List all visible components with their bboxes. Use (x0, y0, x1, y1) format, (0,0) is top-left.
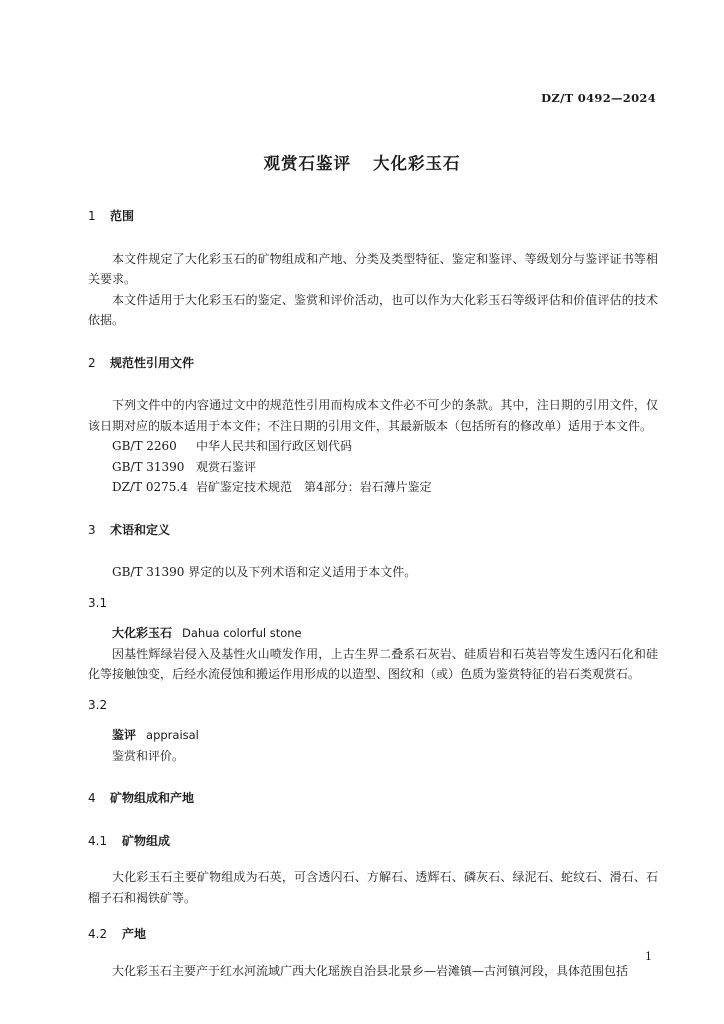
section-3-heading (88, 520, 658, 541)
term-definition: 鉴赏和评价。 (112, 748, 185, 763)
reference-name: 岩矿鉴定技术规范 第4部分：岩石薄片鉴定 (196, 480, 432, 494)
subsection-4-2-heading (88, 924, 658, 945)
term-english: appraisal (146, 728, 199, 742)
document-code: DZ/T 0492—2024 (541, 91, 656, 105)
subsection-number: 4.2 (88, 927, 108, 941)
reference-item (88, 457, 658, 478)
section-number: 4 (88, 791, 96, 805)
section-number: 1 (88, 209, 96, 223)
term-definition: 因基性辉绿岩侵入及基性火山喷发作用，上古生界二叠系石灰岩、硅质岩和石英岩等发生透闪石化和硅化等接触蚀变，后经水流侵蚀和搬运作用形成的以造型、图纹和（或）色质为鉴赏特征的岩石类观赏石。 (88, 646, 658, 681)
term-name: 鉴评 (112, 728, 137, 742)
paragraph: 本文件适用于大化彩玉石的鉴定、鉴赏和评价活动，也可以作为大化彩玉石等级评估和价值评估的技术依据。 (88, 292, 658, 327)
term-english: Dahua colorful stone (182, 626, 302, 640)
section-title: 规范性引用文件 (110, 355, 195, 370)
section-number: 2 (88, 355, 96, 370)
reference-code: GB/T 31390 (112, 459, 185, 474)
term-number: 3.1 (88, 595, 108, 610)
term-entry (88, 623, 658, 644)
subsection-title: 产地 (122, 927, 147, 941)
term-entry (88, 725, 658, 746)
reference-name: 中华人民共和国行政区划代码 (196, 439, 353, 453)
reference-code: DZ/T 0275.4 (112, 480, 188, 494)
paragraph: 大化彩玉石主要矿物组成为石英，可含透闪石、方解石、透辉石、磷灰石、绿泥石、蛇纹石、滑石、石榴子石和褐铁矿等。 (88, 870, 658, 905)
section-4-heading (88, 788, 658, 809)
section-title: 矿物组成和产地 (110, 791, 195, 805)
reference-item (88, 436, 658, 457)
document-body (88, 206, 658, 981)
title-part-2: 大化彩玉石 (373, 154, 461, 173)
term-name: 大化彩玉石 (112, 626, 173, 640)
subsection-title: 矿物组成 (122, 833, 171, 848)
section-number: 3 (88, 522, 96, 537)
reference-name: 观赏石鉴评 (196, 459, 257, 474)
section-2-heading (88, 353, 658, 374)
subsection-number: 4.1 (88, 833, 108, 848)
title-part-1: 观赏石鉴评 (263, 154, 351, 173)
paragraph: 大化彩玉石主要产于红水河流域广西大化瑶族自治县北景乡—岩滩镇—古河镇河段，具体范围包括 (112, 963, 629, 978)
reference-code: GB/T 2260 (112, 439, 177, 453)
term-number: 3.2 (88, 697, 108, 712)
paragraph: GB/T 31390 界定的以及下列术语和定义适用于本文件。 (112, 565, 417, 579)
document-title (0, 150, 724, 174)
page-number: 1 (645, 950, 652, 963)
paragraph: 本文件规定了大化彩玉石的矿物组成和产地、分类及类型特征、鉴定和鉴评、等级划分与鉴评证书等相关要求。 (88, 251, 658, 286)
subsection-4-1-heading (88, 831, 658, 852)
reference-item (88, 477, 658, 498)
paragraph: 下列文件中的内容通过文中的规范性引用而构成本文件必不可少的条款。其中，注日期的引用文件，仅该日期对应的版本适用于本文件；不注日期的引用文件，其最新版本（包括所有的修改单）适用于本文件。 (88, 398, 658, 433)
section-1-heading (88, 206, 658, 227)
section-title: 术语和定义 (110, 522, 171, 537)
section-title: 范围 (110, 209, 135, 223)
